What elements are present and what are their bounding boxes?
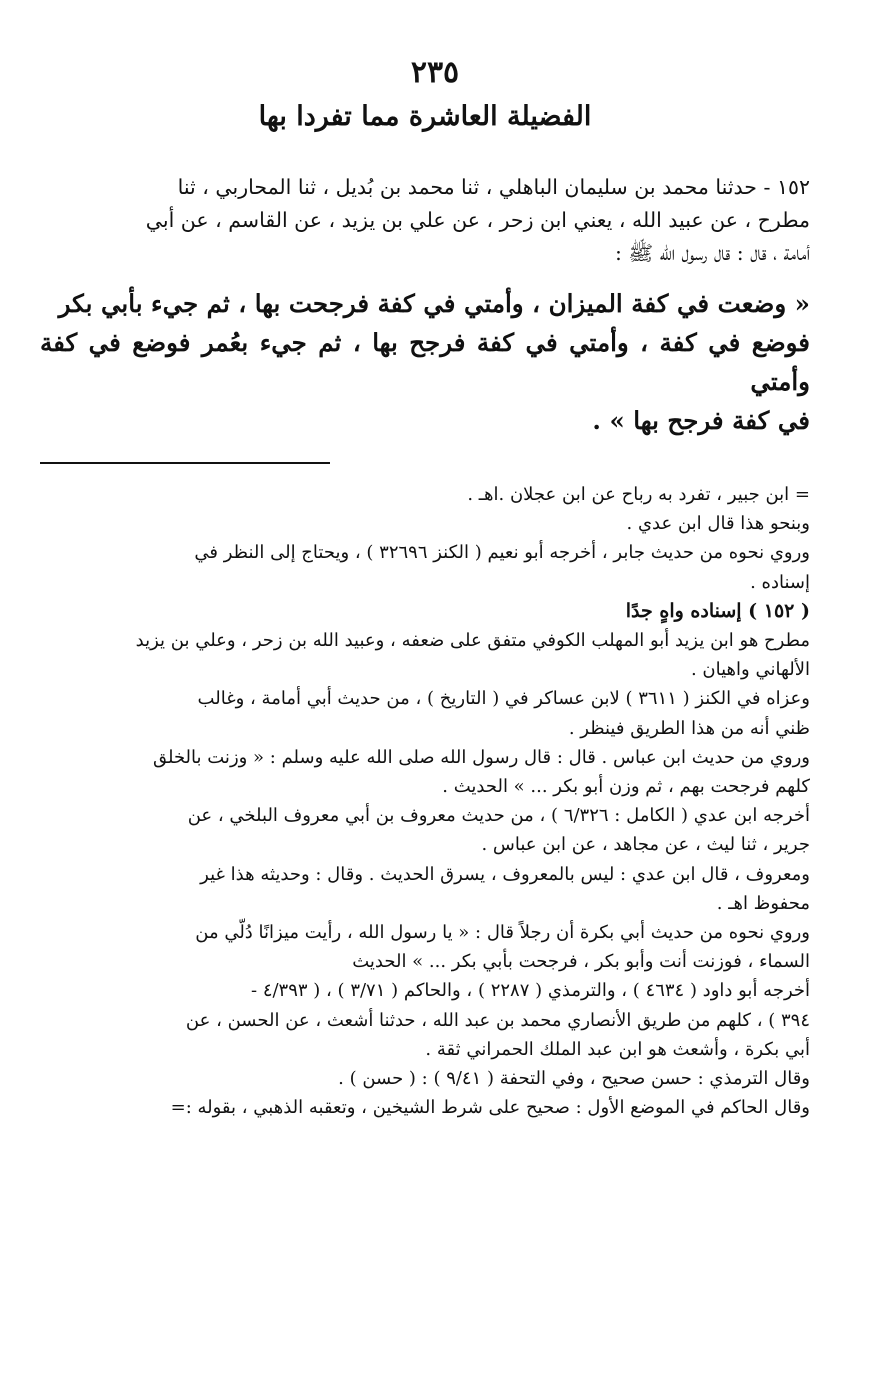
footnote-heading: ( ١٥٢ ) إسناده واهٍ جدًا (625, 599, 810, 622)
isnad-line: أمامة ، قال : قال رسول الله ﷺ : (614, 241, 810, 265)
matn-block (40, 284, 810, 440)
footnote-line: وعزاه في الكنز ( ٣٦١١ ) لابن عساكر في ( التاريخ ) ، من حديث أبي أمامة ، وغالب (197, 688, 810, 710)
footnote-line: وقال الحاكم في الموضع الأول : صحيح على شرط الشيخين ، وتعقبه الذهبي ، بقوله := (170, 1097, 810, 1119)
footnote-line: أخرجه أبو داود ( ٤٦٣٤ ) ، والترمذي ( ٢٢٨٧ ) ، والحاكم ( ٣/٧١ ) ، ( ٤/٣٩٣ - (251, 980, 810, 1002)
footnote-line: إسناده . (750, 571, 810, 593)
footnote-line: وبنحو هذا قال ابن عدي . (626, 513, 810, 535)
footnote-line: ومعروف ، قال ابن عدي : ليس بالمعروف ، يسرق الحديث . وقال : وحديثه هذا غير (200, 863, 810, 885)
footnote-line: مطرح هو ابن يزيد أبو المهلب الكوفي متفق على ضعفه ، وعبيد الله بن زحر ، وعلي بن يزيد (135, 630, 810, 652)
footnote-line: أخرجه ابن عدي ( الكامل : ٦/٣٢٦ ) ، من حديث معروف بن أبي معروف البلخي ، عن (187, 805, 810, 827)
isnad-line: ١٥٢ - حدثنا محمد بن سليمان الباهلي ، ثنا محمد بن بُديل ، ثنا المحاربي ، ثنا (177, 175, 810, 199)
isnad-line: مطرح ، عن عبيد الله ، يعني ابن زحر ، عن علي بن يزيد ، عن القاسم ، عن أبي (145, 208, 810, 232)
footnote-line: وروي نحوه من حديث أبي بكرة أن رجلاً قال : « يا رسول الله ، رأيت ميزانًا دُلّي من (195, 922, 810, 944)
footnote-divider (40, 462, 330, 464)
footnotes (40, 480, 810, 1122)
footnote-line: الألهاني واهيان . (690, 659, 810, 681)
matn-line: فوضع في كفة ، وأمتي في كفة فرجح بها ، ثم جيء بعُمر فوضع في كفة وأمتي (40, 328, 810, 396)
matn-line: « وضعت في كفة الميزان ، وأمتي في كفة فرجحت بها ، ثم جيء بأبي بكر (58, 289, 810, 318)
matn-line: في كفة فرجح بها » . (592, 406, 810, 435)
footnote-line: ظني أنه من هذا الطريق فينظر . (568, 717, 810, 739)
footnote-line: وروي نحوه من حديث جابر ، أخرجه أبو نعيم ( الكنز ٣٢٦٩٦ ) ، ويحتاج إلى النظر في (194, 542, 810, 564)
footnote-line: كلهم فرجحت بهم ، ثم وزن أبو بكر ... » الحديث . (442, 776, 810, 798)
footnote-line: = ابن جبير ، تفرد به رباح عن ابن عجلان .اهـ . (467, 484, 810, 505)
footnote-line: أبي بكرة ، وأشعث هو ابن عبد الملك الحمراني ثقة . (425, 1038, 810, 1060)
footnote-line: محفوظ اهـ . (716, 892, 810, 914)
footnote-line: وروي من حديث ابن عباس . قال : قال رسول الله صلى الله عليه وسلم : « وزنت بالخلق (152, 746, 810, 768)
footnote-line: وقال الترمذي : حسن صحيح ، وفي التحفة ( ٩/٤١ ) : ( حسن ) . (338, 1068, 810, 1090)
page-number: ٢٣٥ (410, 55, 460, 90)
footnote-line: السماء ، فوزنت أنت وأبو بكر ، فرجحت بأبي بكر ... » الحديث (352, 951, 810, 973)
isnad-block (40, 171, 810, 270)
footnote-line: ٣٩٤ ) ، كلهم من طريق الأنصاري محمد بن عبد الله ، حدثنا أشعث ، عن الحسن ، عن (185, 1009, 810, 1031)
book-page (40, 55, 810, 1122)
footnote-line: جرير ، ثنا ليث ، عن مجاهد ، عن ابن عباس . (481, 834, 810, 856)
chapter-title: الفضيلة العاشرة مما تفردا بها (258, 101, 592, 132)
